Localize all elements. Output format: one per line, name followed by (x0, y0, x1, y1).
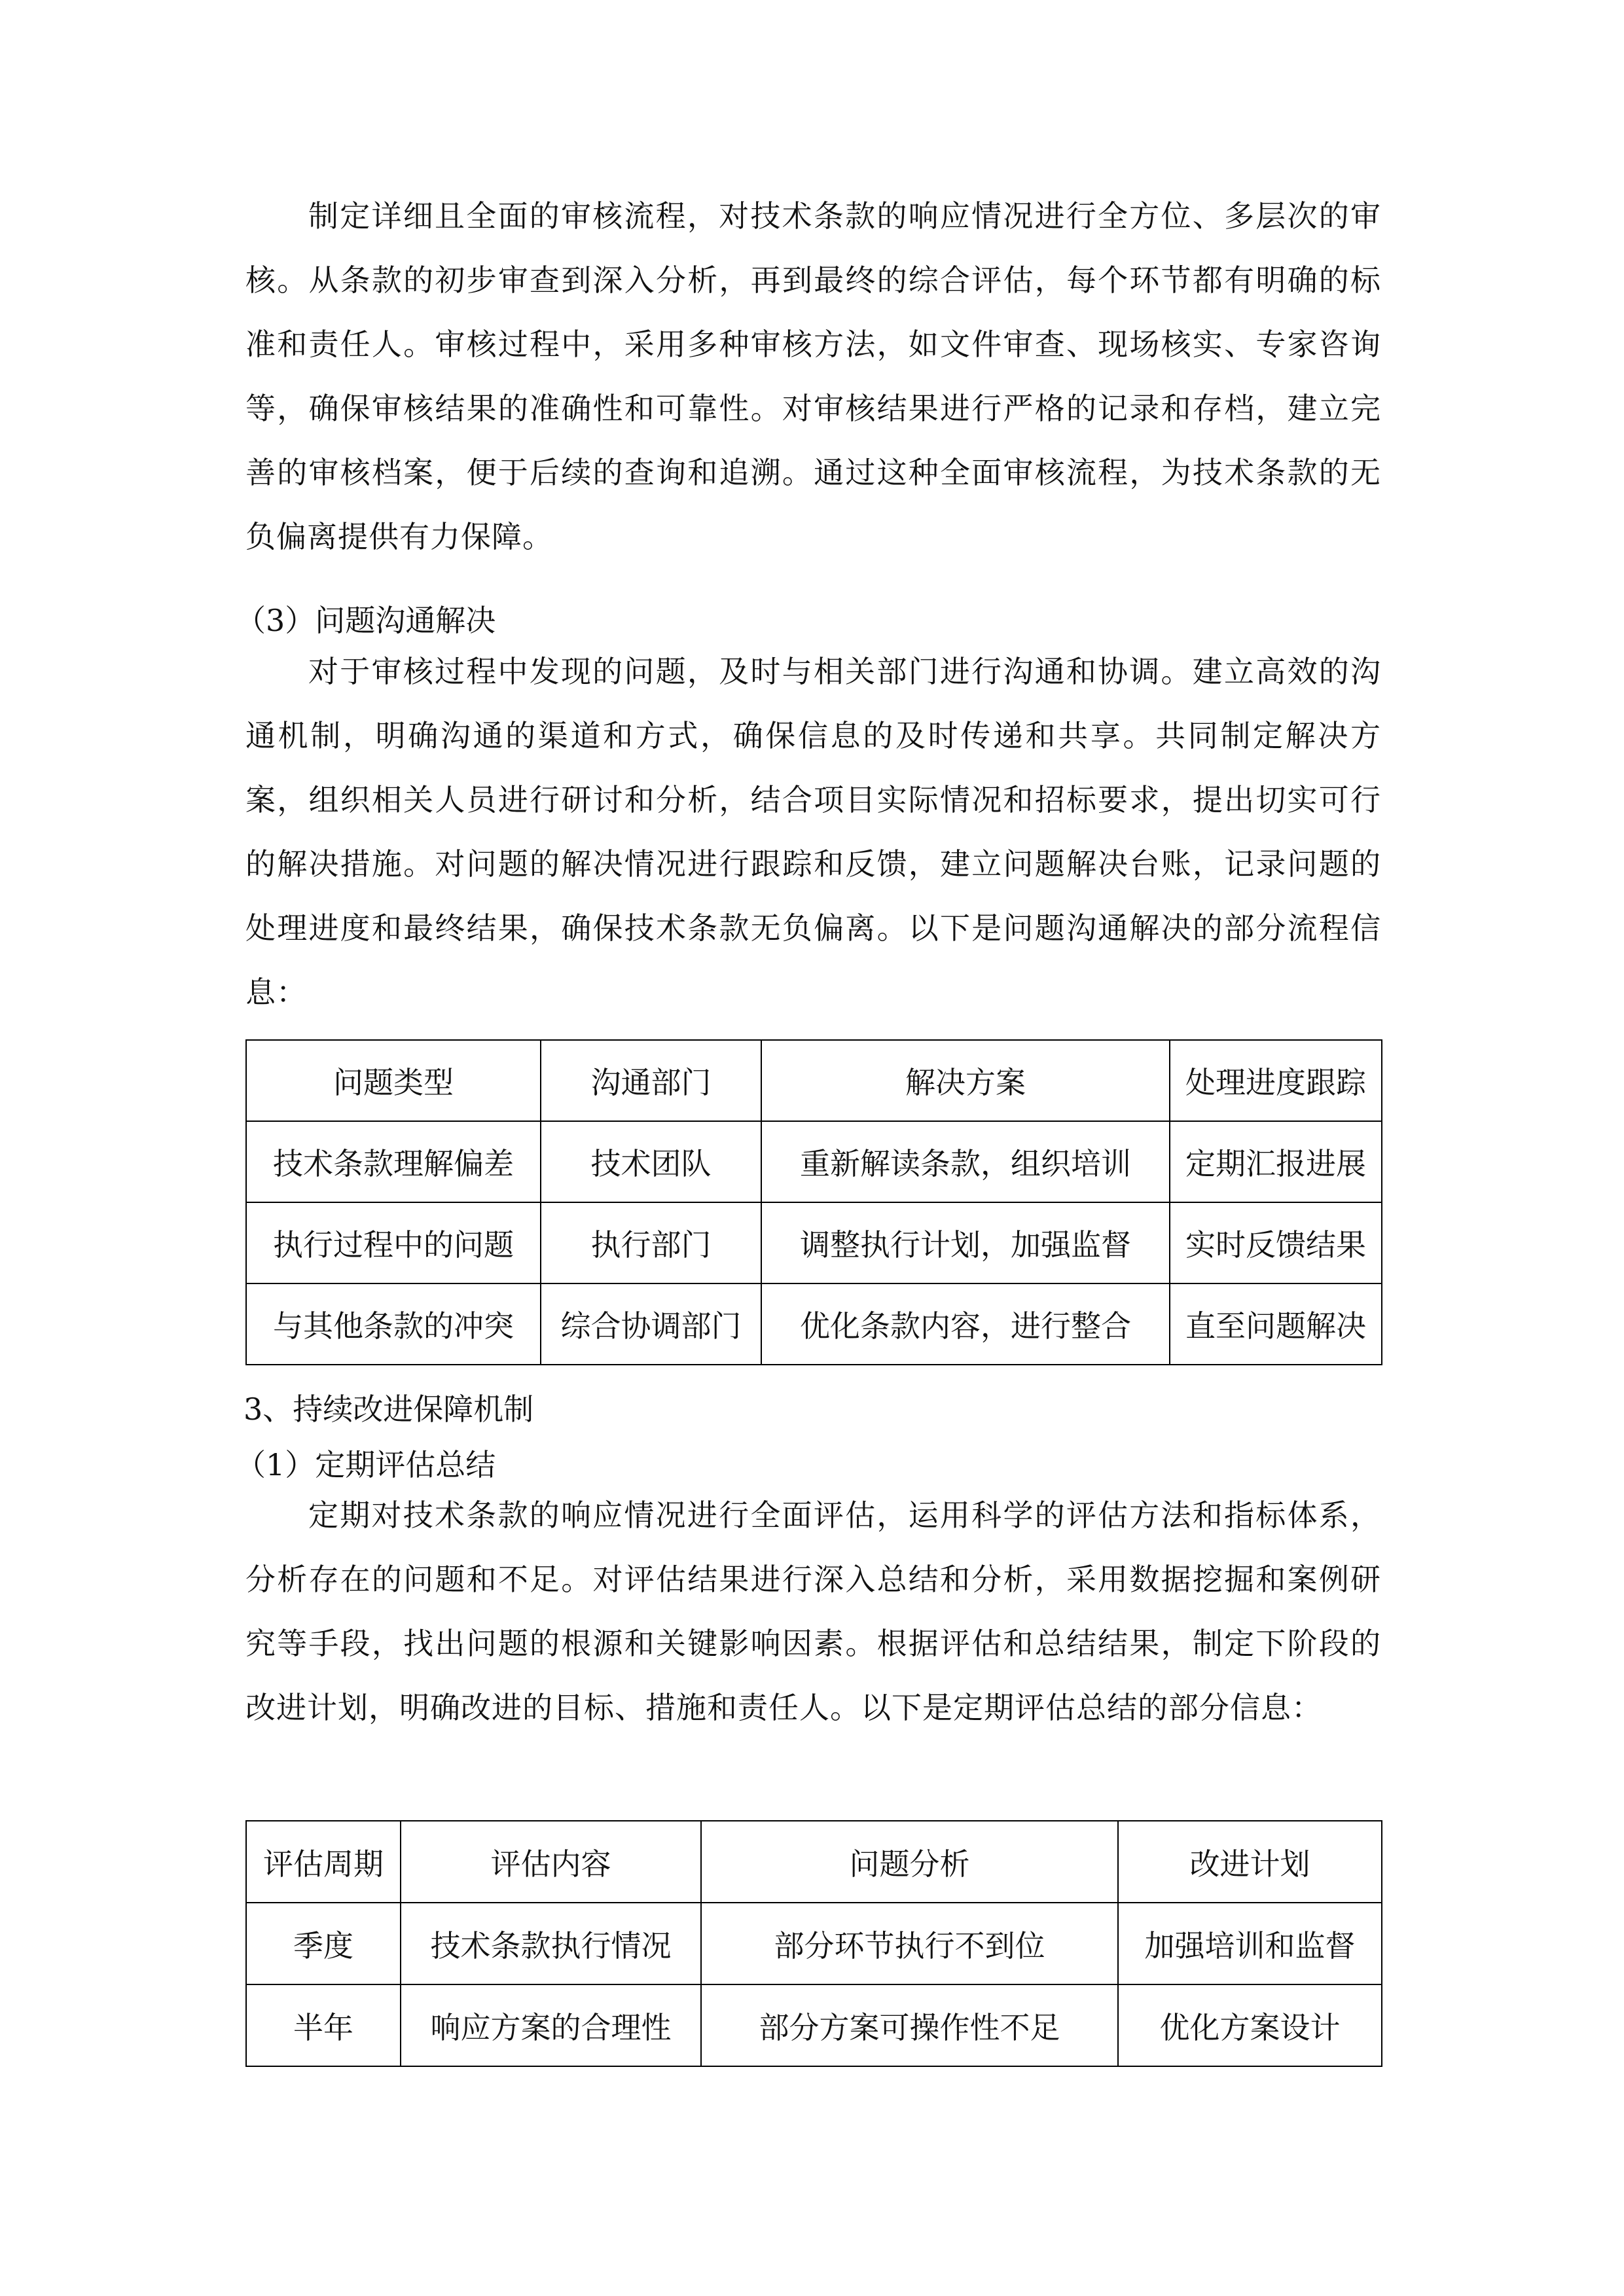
periodic-evaluation-table (245, 1820, 1382, 2067)
table-header-row (246, 1040, 1382, 1121)
table-header-cell: 处理进度跟踪 (1170, 1040, 1382, 1121)
table-cell: 部分方案可操作性不足 (701, 1984, 1118, 2066)
table-header-cell: 评估内容 (401, 1821, 701, 1903)
paragraph-periodic-evaluation: 定期对技术条款的响应情况进行全面评估，运用科学的评估方法和指标体系，分析存在的问题和不足。对评估结果进行深入总结和分析，采用数据挖掘和案例研究等手段，找出问题的根源和关键影响因素。根据评估和总结结果，制定下阶段的改进计划，明确改进的目标、措施和责任人。以下是定期评估总结的部分信息： (245, 1498, 1381, 1725)
table-header-cell: 问题类型 (246, 1040, 541, 1121)
table-row (246, 1283, 1382, 1365)
table-header-cell: 解决方案 (761, 1040, 1170, 1121)
table-header-cell: 评估周期 (246, 1821, 401, 1903)
table-cell: 响应方案的合理性 (401, 1984, 701, 2066)
table-cell: 优化条款内容，进行整合 (761, 1283, 1170, 1365)
table-cell: 调整执行计划，加强监督 (761, 1202, 1170, 1283)
table-header-cell: 问题分析 (701, 1821, 1118, 1903)
table-row (246, 1903, 1382, 1984)
table-cell: 加强培训和监督 (1118, 1903, 1382, 1984)
table-cell: 综合协调部门 (541, 1283, 761, 1365)
table-cell: 直至问题解决 (1170, 1283, 1382, 1365)
table-row (246, 1984, 1382, 2066)
table-cell: 技术条款理解偏差 (246, 1121, 541, 1202)
paragraph-problem-communication: 对于审核过程中发现的问题，及时与相关部门进行沟通和协调。建立高效的沟通机制，明确沟通的渠道和方式，确保信息的及时传递和共享。共同制定解决方案，组织相关人员进行研讨和分析，结合项目实际情况和招标要求，提出切实可行的解决措施。对问题的解决情况进行跟踪和反馈，建立问题解决台账，记录问题的处理进度和最终结果，确保技术条款无负偏离。以下是问题沟通解决的部分流程信息： (245, 654, 1381, 1010)
table-cell: 执行部门 (541, 1202, 761, 1283)
table-cell: 技术条款执行情况 (401, 1903, 701, 1984)
paragraph-audit-process: 制定详细且全面的审核流程，对技术条款的响应情况进行全方位、多层次的审核。从条款的初步审查到深入分析，再到最终的综合评估，每个环节都有明确的标准和责任人。审核过程中，采用多种审核方法，如文件审查、现场核实、专家咨询等，确保审核结果的准确性和可靠性。对审核结果进行严格的记录和存档，建立完善的审核档案，便于后续的查询和追溯。通过这种全面审核流程，为技术条款的无负偏离提供有力保障。 (245, 198, 1381, 554)
table-row (246, 1121, 1382, 1202)
heading-continuous-improvement: 3、持续改进保障机制 (244, 1391, 534, 1427)
table-cell: 优化方案设计 (1118, 1984, 1382, 2066)
table-header-row (246, 1821, 1382, 1903)
table-cell: 执行过程中的问题 (246, 1202, 541, 1283)
problem-resolution-table (245, 1039, 1382, 1365)
table-cell: 定期汇报进展 (1170, 1121, 1382, 1202)
table-cell: 技术团队 (541, 1121, 761, 1202)
table-row (246, 1202, 1382, 1283)
table-header-cell: 改进计划 (1118, 1821, 1382, 1903)
heading-periodic-evaluation: （1）定期评估总结 (236, 1447, 496, 1482)
table-cell: 半年 (246, 1984, 401, 2066)
table-cell: 实时反馈结果 (1170, 1202, 1382, 1283)
table-cell: 与其他条款的冲突 (246, 1283, 541, 1365)
table-cell: 季度 (246, 1903, 401, 1984)
table-cell: 部分环节执行不到位 (701, 1903, 1118, 1984)
table-cell: 重新解读条款，组织培训 (761, 1121, 1170, 1202)
heading-problem-communication: （3）问题沟通解决 (236, 603, 496, 638)
table-header-cell: 沟通部门 (541, 1040, 761, 1121)
